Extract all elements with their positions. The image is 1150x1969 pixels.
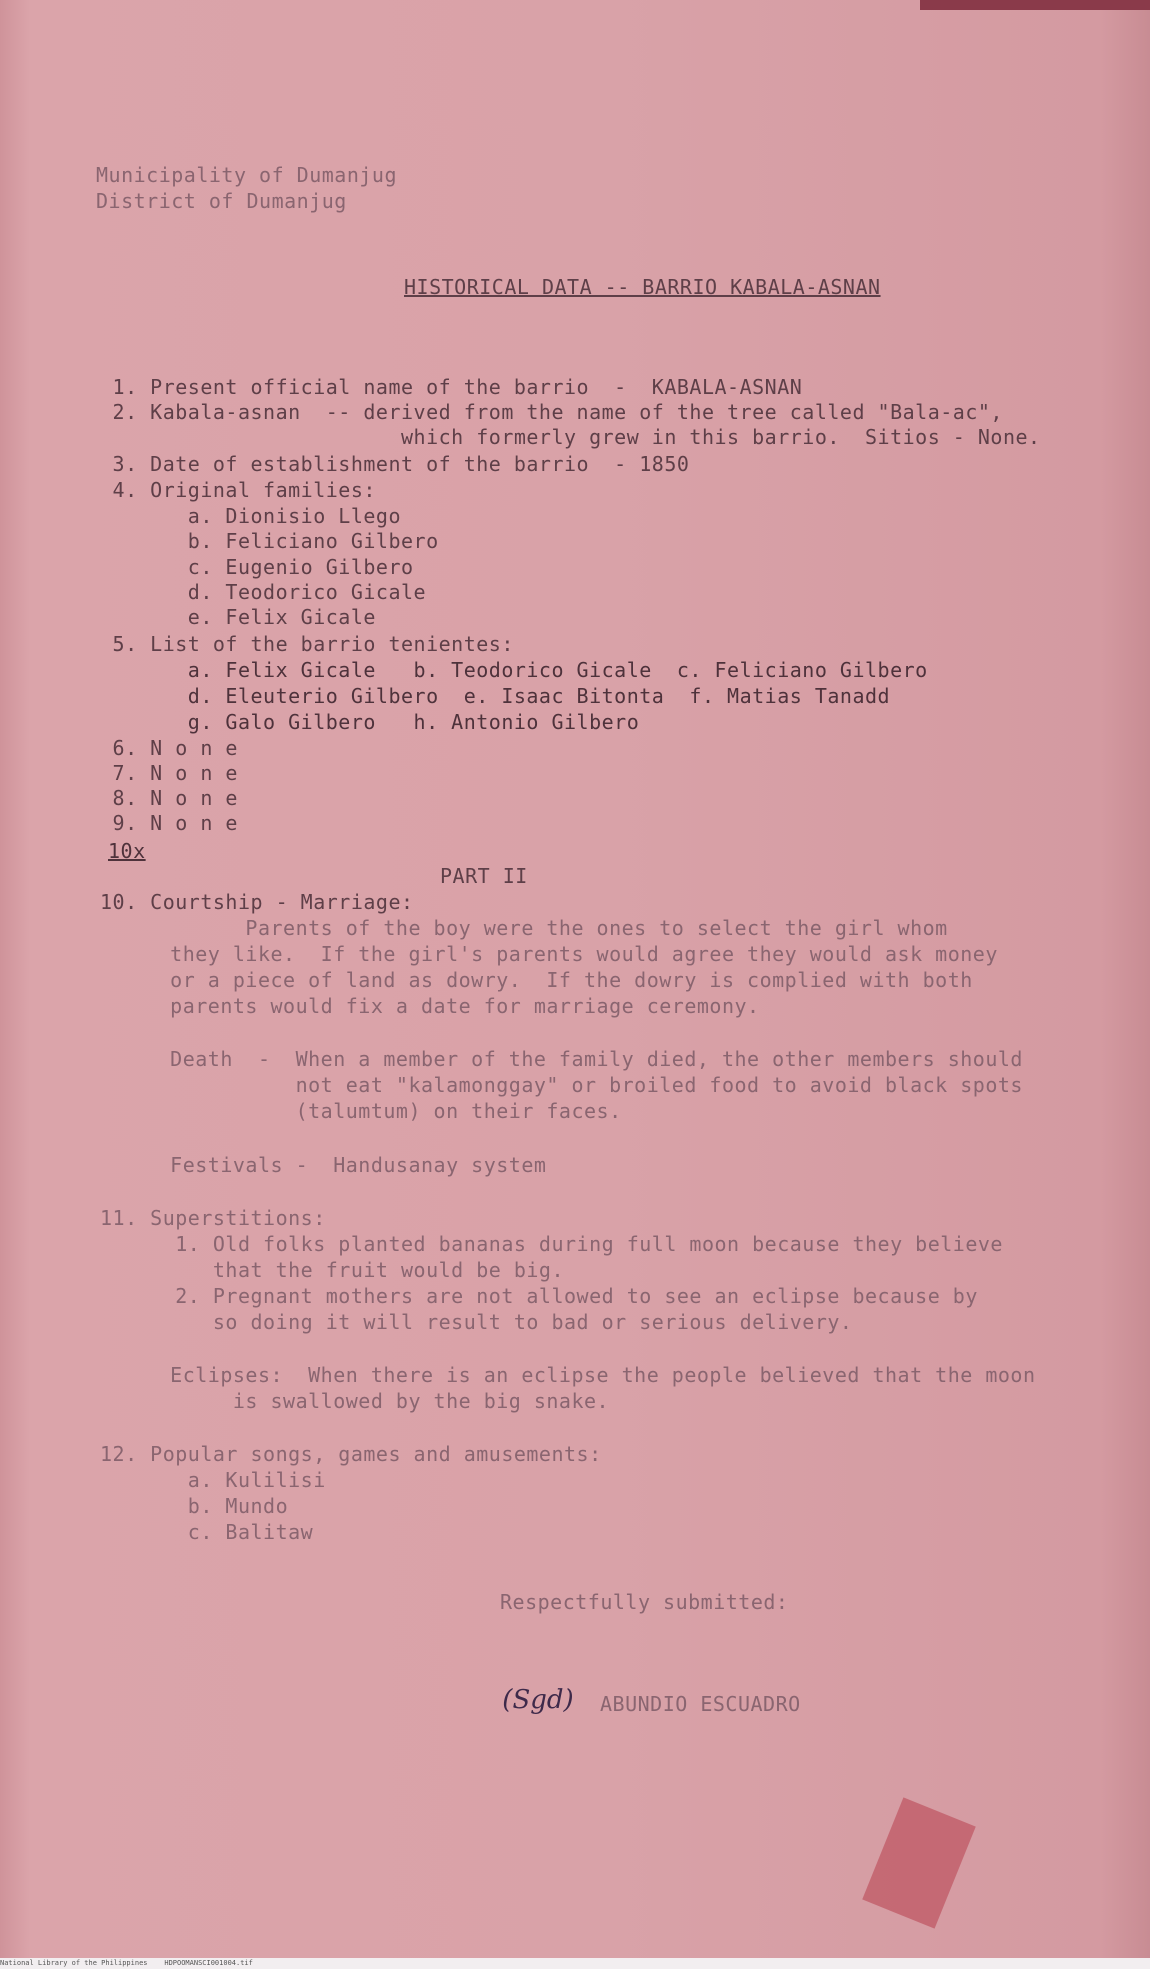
- item-3: 3. Date of establishment of the barrio - 1850: [100, 452, 690, 476]
- item-8: 8. N o n e: [100, 786, 238, 810]
- courtship-line-3: or a piece of land as dowry. If the dowry is complied with both: [120, 968, 973, 992]
- eclipses-line-1: Eclipses: When there is an eclipse the people believed that the moon: [120, 1363, 1036, 1387]
- struck-ten-mark: 10x: [108, 839, 146, 863]
- signed-mark: (Sgd): [502, 1685, 574, 1715]
- respectfully-submitted: Respectfully submitted:: [500, 1590, 789, 1614]
- amusement-a: a. Kulilisi: [100, 1468, 326, 1492]
- item-6: 6. N o n e: [100, 736, 238, 760]
- death-line-1: Death - When a member of the family died, the other members should: [120, 1047, 1023, 1071]
- family-d: d. Teodorico Gicale: [100, 580, 427, 604]
- item-5: 5. List of the barrio tenientes:: [100, 632, 514, 656]
- family-b: b. Feliciano Gilbero: [100, 529, 439, 553]
- scan-footer: National Library of the Philippines HDPOOMANSCI001004.tif: [0, 1958, 1150, 1969]
- tenientes-row-1: a. Felix Gicale b. Teodorico Gicale c. Feliciano Gilbero: [100, 658, 928, 682]
- superstition-2: 2. Pregnant mothers are not allowed to see an eclipse because by: [100, 1284, 978, 1308]
- family-a: a. Dionisio Llego: [100, 504, 401, 528]
- family-e: e. Felix Gicale: [100, 605, 376, 629]
- death-line-3: (talumtum) on their faces.: [120, 1099, 622, 1123]
- item-7: 7. N o n e: [100, 761, 238, 785]
- superstition-1: 1. Old folks planted bananas during full moon because they believe: [100, 1232, 1003, 1256]
- family-c: c. Eugenio Gilbero: [100, 555, 414, 579]
- death-line-2: not eat "kalamonggay" or broiled food to avoid black spots: [120, 1073, 1023, 1097]
- stamp-mark: [862, 1797, 976, 1928]
- item-9: 9. N o n e: [100, 811, 238, 835]
- tenientes-row-3: g. Galo Gilbero h. Antonio Gilbero: [100, 710, 640, 734]
- signatory-name: ABUNDIO ESCUADRO: [600, 1692, 801, 1716]
- document-title: HISTORICAL DATA -- BARRIO KABALA-ASNAN: [404, 275, 881, 299]
- superstition-1-cont: that the fruit would be big.: [100, 1258, 565, 1282]
- item-12: 12. Popular songs, games and amusements:: [100, 1442, 602, 1466]
- item-10: 10. Courtship - Marriage:: [100, 890, 414, 914]
- part-ii-heading: PART II: [440, 864, 528, 888]
- amusement-b: b. Mundo: [100, 1494, 289, 1518]
- item-2-cont: which formerly grew in this barrio. Sitios - None.: [100, 425, 1041, 449]
- item-11: 11. Superstitions:: [100, 1206, 326, 1230]
- binding-strip: [920, 0, 1150, 10]
- district-line: District of Dumanjug: [96, 189, 347, 213]
- courtship-line-4: parents would fix a date for marriage ceremony.: [120, 994, 760, 1018]
- item-2: 2. Kabala-asnan -- derived from the name of the tree called "Bala-ac",: [100, 400, 1003, 424]
- item-4: 4. Original families:: [100, 478, 376, 502]
- courtship-line-2: they like. If the girl's parents would agree they would ask money: [120, 942, 998, 966]
- eclipses-line-2: is swallowed by the big snake.: [120, 1389, 610, 1413]
- tenientes-row-2: d. Eleuterio Gilbero e. Isaac Bitonta f. Matias Tanadd: [100, 684, 891, 708]
- courtship-line-1: Parents of the boy were the ones to select the girl whom: [120, 916, 948, 940]
- municipality-line: Municipality of Dumanjug: [96, 163, 397, 187]
- superstition-2-cont: so doing it will result to bad or serious delivery.: [100, 1310, 853, 1334]
- item-1: 1. Present official name of the barrio - KABALA-ASNAN: [100, 375, 803, 399]
- festivals-line: Festivals - Handusanay system: [120, 1153, 547, 1177]
- amusement-c: c. Balitaw: [100, 1520, 314, 1544]
